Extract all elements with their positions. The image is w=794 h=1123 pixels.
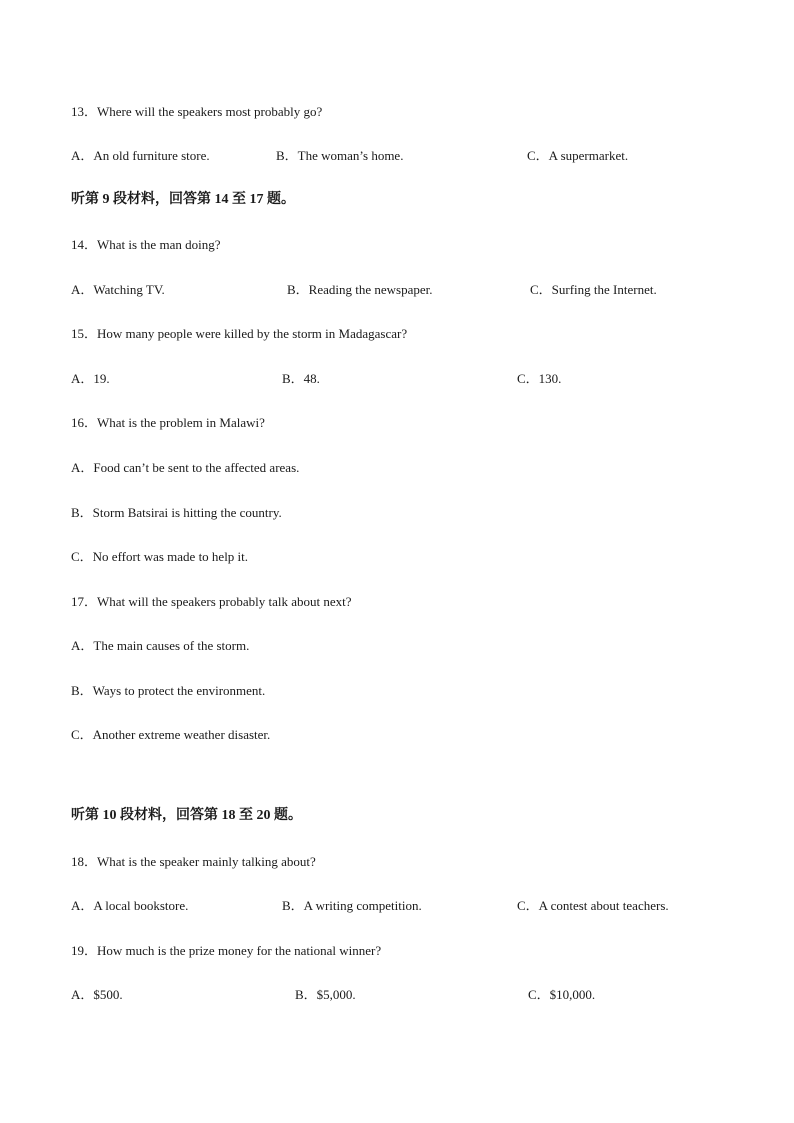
option-17-c: C．Another extreme weather disaster. — [71, 727, 271, 742]
option-14-b: B．Reading the newspaper. — [287, 282, 433, 297]
option-14-c: C．Surfing the Internet. — [530, 282, 657, 297]
option-18-b: B．A writing competition. — [282, 898, 422, 913]
option-19-a: A．$500. — [71, 987, 123, 1002]
option-13-b: B．The woman’s home. — [276, 148, 404, 163]
option-16-c: C．No effort was made to help it. — [71, 549, 249, 564]
question-17: 17．What will the speakers probably talk about next? — [71, 594, 352, 609]
question-13: 13．Where will the speakers most probably go? — [71, 104, 323, 119]
question-19: 19．How much is the prize money for the national winner? — [71, 943, 382, 958]
question-16: 16．What is the problem in Malawi? — [71, 415, 265, 430]
option-17-b: B．Ways to protect the environment. — [71, 683, 266, 698]
option-14-a: A．Watching TV. — [71, 282, 165, 297]
question-14: 14．What is the man doing? — [71, 237, 221, 252]
section-heading-9: 听第 9 段材料，回答第 14 至 17 题。 — [71, 192, 295, 207]
section-heading-10: 听第 10 段材料，回答第 18 至 20 题。 — [71, 808, 302, 823]
option-13-c: C．A supermarket. — [527, 148, 629, 163]
question-18: 18．What is the speaker mainly talking about? — [71, 854, 316, 869]
option-15-c: C．130. — [517, 371, 562, 386]
option-18-c: C．A contest about teachers. — [517, 898, 669, 913]
question-15: 15．How many people were killed by the storm in Madagascar? — [71, 326, 408, 341]
option-17-a: A．The main causes of the storm. — [71, 638, 250, 653]
option-15-a: A．19. — [71, 371, 110, 386]
option-13-a: A．An old furniture store. — [71, 148, 210, 163]
option-18-a: A．A local bookstore. — [71, 898, 189, 913]
option-16-b: B．Storm Batsirai is hitting the country. — [71, 505, 282, 520]
option-15-b: B．48. — [282, 371, 320, 386]
option-19-b: B．$5,000. — [295, 987, 356, 1002]
option-16-a: A．Food can’t be sent to the affected areas. — [71, 460, 300, 475]
option-19-c: C．$10,000. — [528, 987, 596, 1002]
